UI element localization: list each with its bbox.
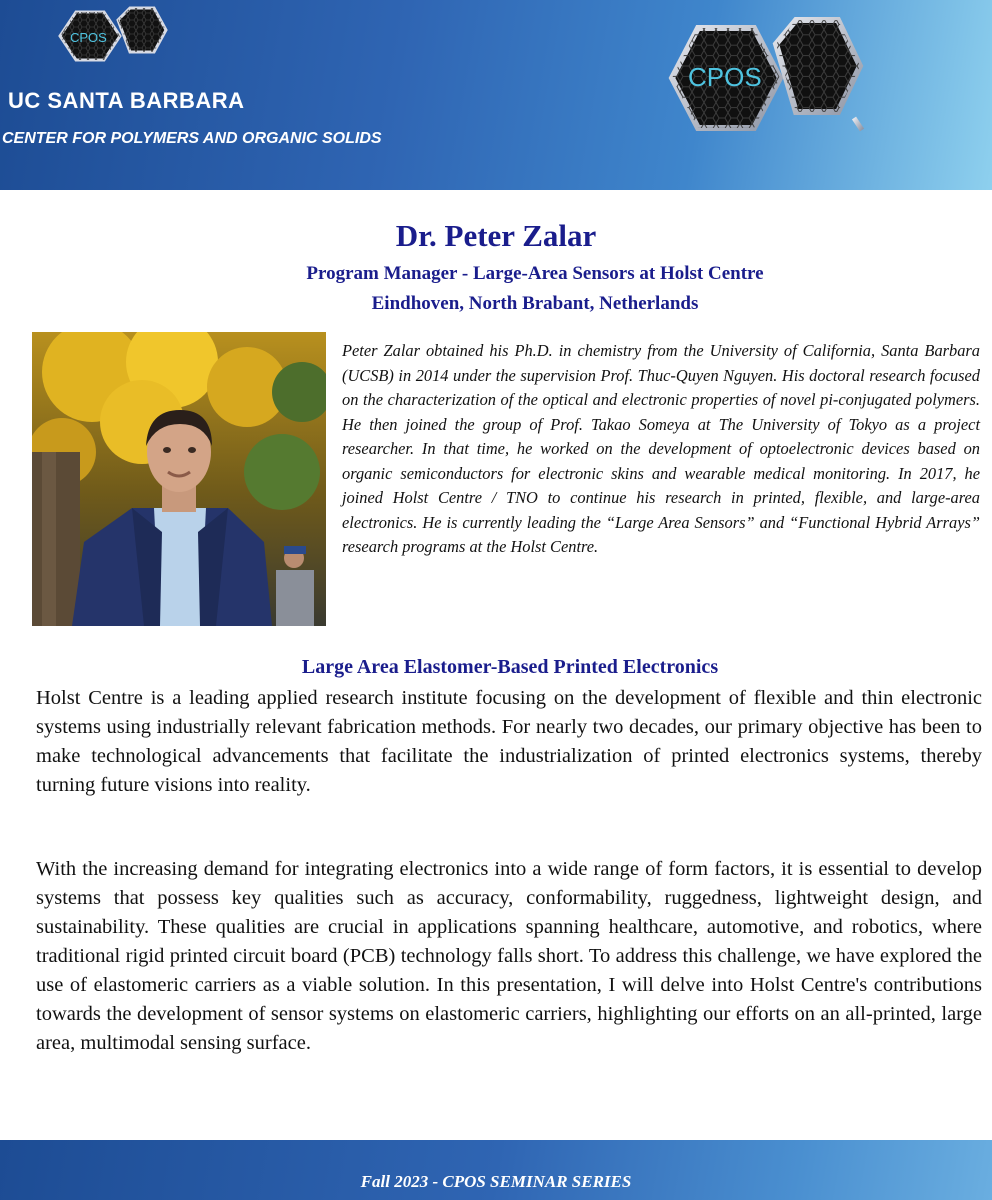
abstract-paragraph-2: With the increasing demand for integrating electronics into a wide range of form factors, it is essential to develop systems that possess key qualities such as accuracy, conformability, ruggedness, lightweight design, and sustainability. These qualities are crucial in applications spanning healthcare, automotive, and robotics, where traditional rigid printed circuit board (PCB) technology falls short. To address this challenge, we have explored the use of elastomeric carriers as a viable solution. In this presentation, I will delve into Holst Centre's contributions towards the development of sensor systems on elastomeric carriers, highlighting our efforts on an all-printed, large area, multimodal sensing surface. [36,858,982,1054]
svg-text:CPOS: CPOS [70,30,107,45]
cpos-logo-large [668,14,868,142]
svg-text:CPOS: CPOS [688,62,762,92]
speaker-role: Program Manager - Large-Area Sensors at Holst Centre [306,263,764,284]
abstract-paragraph-1: Holst Centre is a leading applied research institute focusing on the development of flexible and thin electronic systems using industrially relevant fabrication methods. For nearly two decades, our primary objective has been to make technological advancements that facilitate the industrialization of printed electronics systems, thereby turning future visions into reality. [36,687,982,796]
speaker-photo [32,332,326,626]
header-banner [0,0,992,190]
talk-title: Large Area Elastomer-Based Printed Electronics [301,656,719,678]
seminar-series-label: Fall 2023 - CPOS SEMINAR SERIES [360,1172,632,1191]
speaker-name: Dr. Peter Zalar [395,218,597,253]
speaker-location: Eindhoven, North Brabant, Netherlands [371,293,699,314]
university-name: UC SANTA BARBARA [8,88,245,113]
center-name: CENTER FOR POLYMERS AND ORGANIC SOLIDS [2,130,382,147]
speaker-bio: Peter Zalar obtained his Ph.D. in chemistry from the University of California, Santa Barbara (UCSB) in 2014 under the supervision Prof. Thuc-Quyen Nguyen. His doctoral research focused on the characterization of the optical and electronic properties of novel pi-conjugated polymers. He then joined the group of Prof. Takao Someya at The University of Tokyo as a project researcher. In that time, he worked on the development of optoelectronic devices based on organic semiconductors for electronic skins and wearable medical monitoring. In 2017, he joined Holst Centre / TNO to continue his research in printed, flexible, and large-area electronics. He is currently leading the “Large Area Sensors” and “Functional Hybrid Arrays” research programs at the Holst Centre. [342,341,980,556]
cpos-logo-small [56,6,172,68]
